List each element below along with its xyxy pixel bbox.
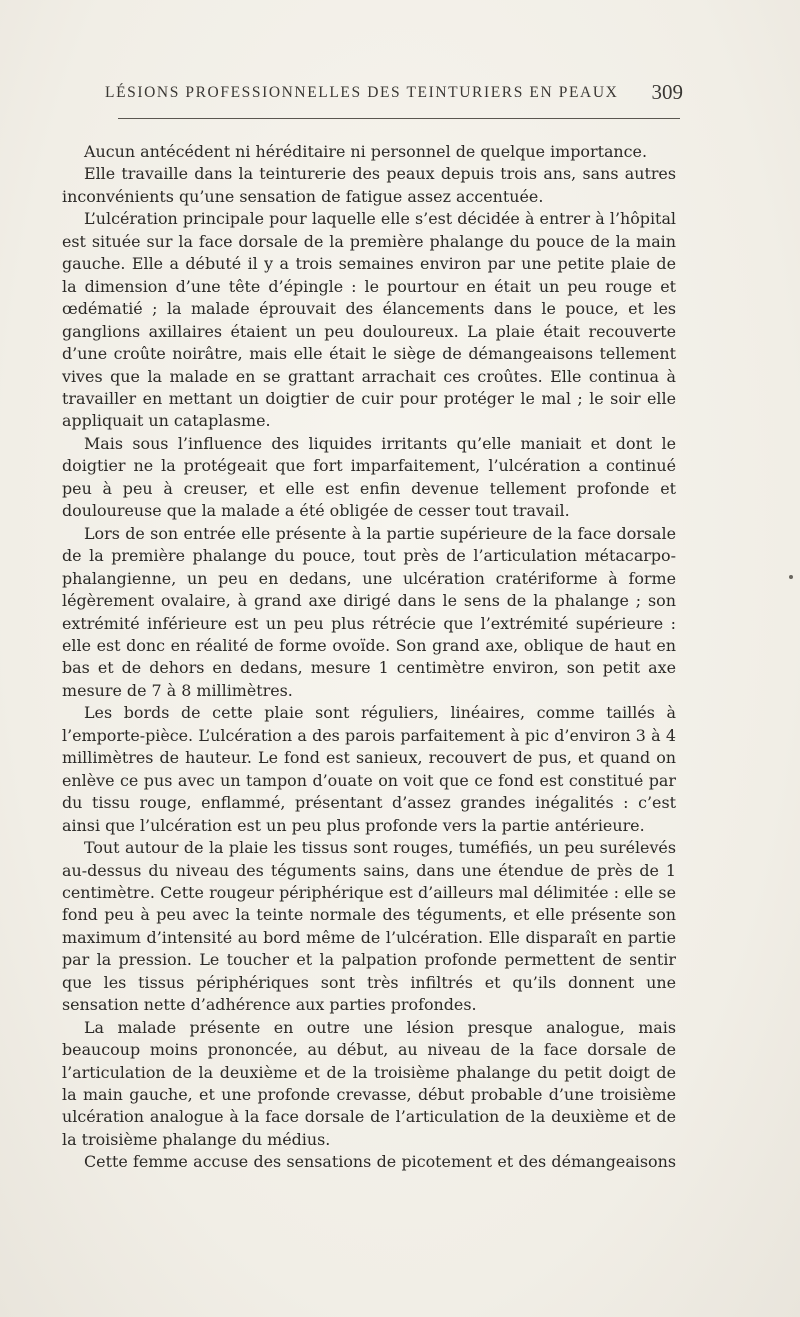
margin-ink-dot — [789, 575, 793, 579]
page-header — [105, 80, 683, 108]
body-text — [62, 141, 676, 1174]
running-title: LÉSIONS PROFESSIONNELLES DES TEINTURIERS EN PEAUX — [105, 84, 619, 101]
paragraph: Mais sous l’influence des liquides irritants qu’elle maniait et dont le doigtier ne la protégeait que fort imparfaitement, l’ulcération a continué peu à peu à creuser, et elle est enfin devenue tellement profonde et douloureuse que la malade a été obligée de cesser tout travail. — [62, 433, 676, 521]
paragraph: Tout autour de la plaie les tissus sont rouges, tuméfiés, un peu surélevés au-dessus du niveau des téguments sains, dans une étendue de près de 1 centimètre. Cette rougeur périphérique est d’ailleurs mal délimitée : elle se fond peu à peu avec la teinte normale des téguments, et elle présente son maximum d’intensité au bord même de l’ulcération. Elle disparaît en partie par la pression. Le toucher et la palpation profonde permettent de sentir que les tissus périphériques sont très infiltrés et qu’ils donnent une sensation nette d’adhérence aux parties profondes. — [62, 838, 676, 1015]
paragraph: La malade présente en outre une lésion presque analogue, mais beaucoup moins prononcée, au début, au niveau de la face dorsale de l’articulation de la deuxième et de la troisième phalange du petit doigt de la main gauche, et une profonde crevasse, début probable d’une troisième ulcération analogue à la face dorsale de l’articulation de la deuxième et de la troisième phalange du médius. — [62, 1017, 676, 1149]
header-rule — [118, 118, 680, 119]
paragraph: Aucun antécédent ni héréditaire ni personnel de quelque importance. — [84, 142, 648, 161]
paragraph: Lors de son entrée elle présente à la partie supérieure de la face dorsale de la première phalange du pouce, tout près de l’articulation métacarpo-phalangienne, un peu en dedans, une ulcération cratériforme à forme légèrement ovalaire, à grand axe dirigé dans le sens de la phalange ; son extrémité inférieure est un peu plus rétrécie que l’extrémité supérieure : elle est donc en réalité de forme ovoïde. Son grand axe, oblique de haut en bas et de dehors en dedans, mesure 1 centimètre environ, son petit axe mesure de 7 à 8 millimètres. — [62, 523, 676, 700]
paragraph: Elle travaille dans la teinturerie des peaux depuis trois ans, sans autres inconvénients qu’une sensation de fatigue assez accentuée. — [62, 164, 676, 206]
paragraph: L’ulcération principale pour laquelle elle s’est décidée à entrer à l’hôpital est située sur la face dorsale de la première phalange du pouce de la main gauche. Elle a débuté il y a trois semaines environ par une petite plaie de la dimension d’une tête d’épingle : le pourtour en était un peu rouge et œdématié ; la malade éprouvait des élancements dans le pouce, et les ganglions axillaires étaient un peu douloureux. La plaie était recouverte d’une croûte noirâtre, mais elle était le siège de démangeaisons tellement vives que la malade en se grattant arrachait ces croûtes. Elle continua à travailler en mettant un doigtier de cuir pour protéger le mal ; le soir elle appliquait un cataplasme. — [62, 209, 676, 431]
paragraph: Les bords de cette plaie sont réguliers, linéaires, comme taillés à l’emporte-pièce. L’ulcération a des parois parfaitement à pic d’environ 3 à 4 millimètres de hauteur. Le fond est sanieux, recouvert de pus, et quand on enlève ce pus avec un tampon d’ouate on voit que ce fond est constitué par du tissu rouge, enflammé, présentant d’assez grandes inégalités : c’est ainsi que l’ulcération est un peu plus profonde vers la partie antérieure. — [62, 703, 676, 835]
paragraph-continued: Cette femme accuse des sensations de picotement et des démangeaisons — [84, 1152, 676, 1172]
page-number: 309 — [651, 80, 683, 104]
